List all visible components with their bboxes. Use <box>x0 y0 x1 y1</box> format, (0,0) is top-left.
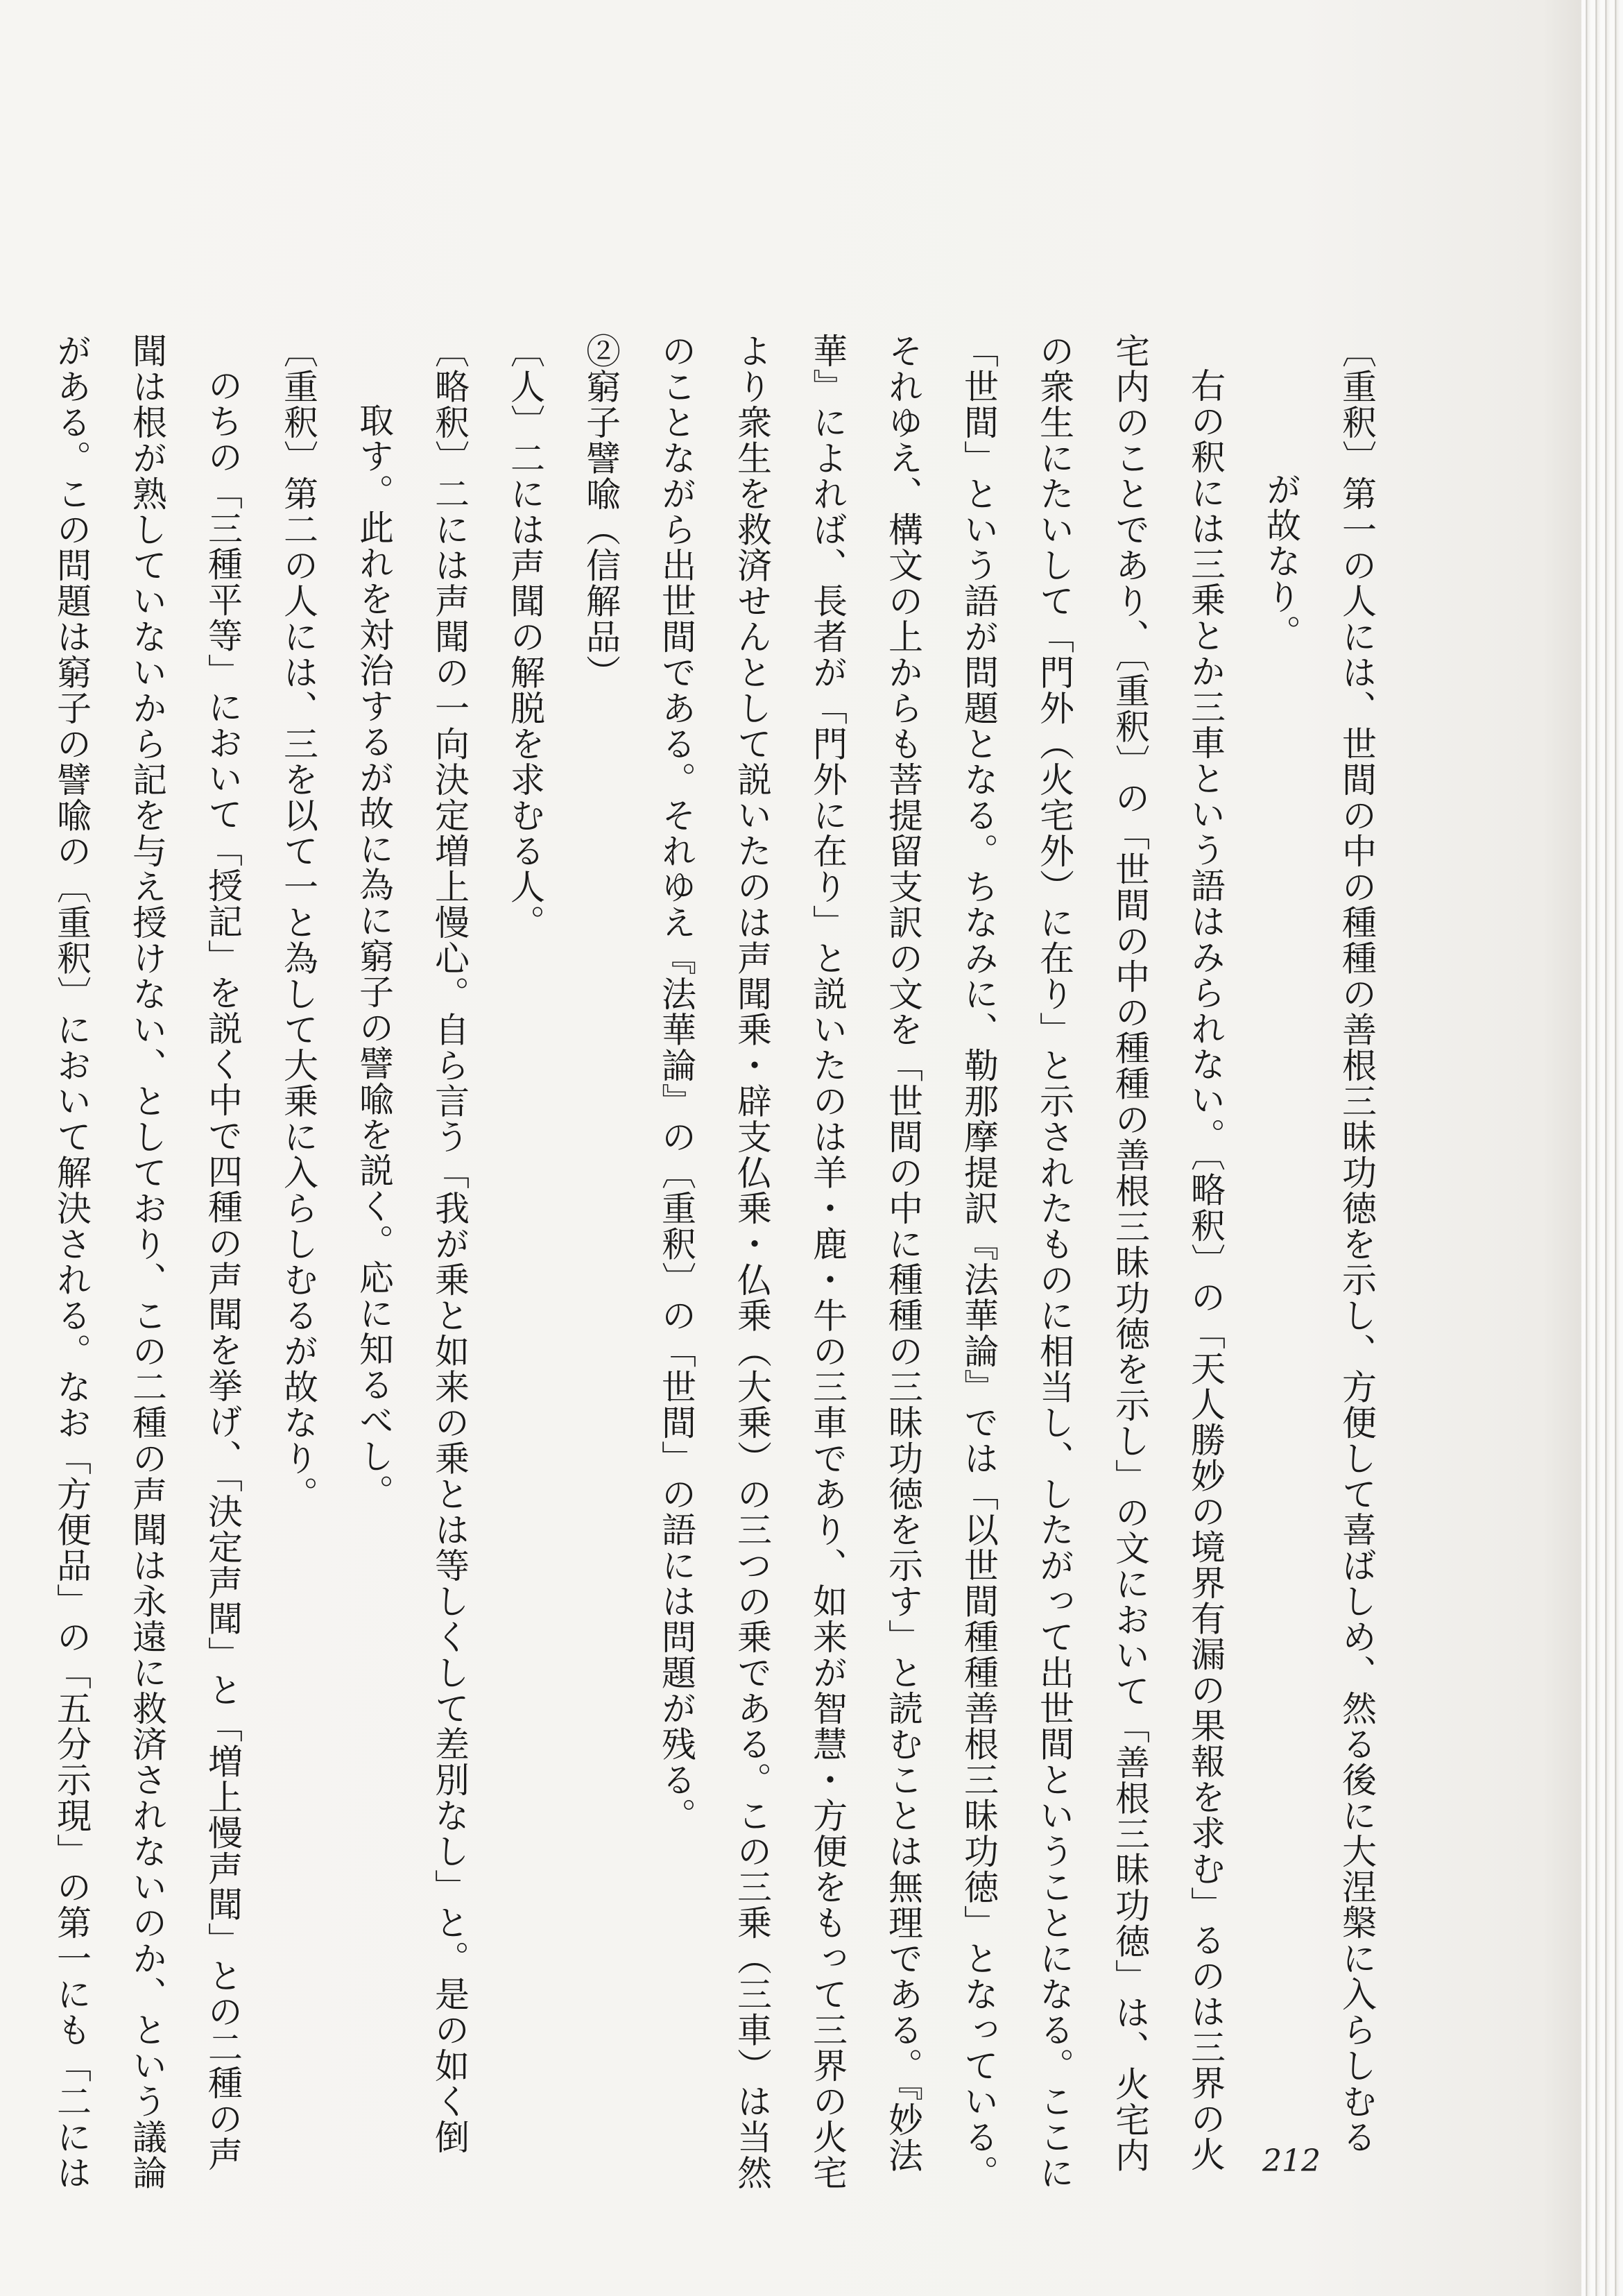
page-number: 212 <box>1262 2143 1321 2179</box>
text-line: 華』によれば、長者が「門外に在り」と説いたのは羊・鹿・牛の三車であり、如来が智慧・方便をもって三界の火宅 <box>807 333 848 2191</box>
text-line: 宅内のことであり、〔重釈〕の「世間の中の種種の善根三昧功徳を示し」の文において「善根三昧功徳」は、火宅内 <box>1110 333 1150 2173</box>
text-line: が故なり。 <box>1261 472 1301 651</box>
text-line: 聞は根が熟していないから記を与え授けない、としており、この二種の声聞は永遠に救済されないのか、という議論 <box>127 333 167 2191</box>
text-line: の衆生にたいして「門外（火宅外）に在り」と示されたものに相当し、したがって出世間ということになる。ここに <box>1034 333 1074 2191</box>
text-line: それゆえ、構文の上からも菩提留支訳の文を「世間の中に種種の三昧功徳を示す」と読むことは無理である。『妙法 <box>883 333 923 2173</box>
text-line: 〔人〕二には声聞の解脱を求むる人。 <box>505 333 545 941</box>
text-line: のちの「三種平等」において「授記」を説く中で四種の声聞を挙げ、「決定声聞」と「増上慢声聞」との二種の声 <box>203 368 243 2173</box>
text-line: 〔重釈〕第二の人には、三を以て一と為して大乗に入らしむるが故なり。 <box>278 333 318 1512</box>
page-edge <box>1581 0 1623 2296</box>
text-line: 〔略釈〕二には声聞の一向決定増上慢心。自ら言う「我が乗と如来の乗とは等しくして差別なし」と。是の如く倒 <box>429 333 470 2155</box>
text-line: より衆生を救済せんとして説いたのは声聞乗・辟支仏乗・仏乗（大乗）の三つの乗である。この三乗（三車）は当然 <box>732 333 772 2191</box>
text-line: 「世間」という語が問題となる。ちなみに、勒那摩提訳『法華論』では「以世間種種善根三昧功徳」となっている。 <box>959 333 999 2191</box>
text-line: 取す。此れを対治するが故に為に窮子の譬喩を説く。応に知るべし。 <box>354 402 394 1510</box>
text-line: 〔重釈〕第一の人には、世間の中の種種の善根三昧功徳を示し、方便して喜ばしめ、然る後に大涅槃に入らしむる <box>1337 333 1377 2155</box>
text-line: がある。この問題は窮子の譬喩の〔重釈〕において解決される。なお「方便品」の「五分示現」の第一にも「二には <box>51 333 92 2191</box>
text-line: 右の釈には三乗とか三車という語はみられない。〔略釈〕の「天人勝妙の境界有漏の果報を求む」るのは三界の火 <box>1185 368 1226 2173</box>
text-line: のことながら出世間である。それゆえ『法華論』の〔重釈〕の「世間」の語には問題が残る。 <box>656 333 696 1833</box>
section-heading: ②窮子譬喩（信解品） <box>581 333 621 690</box>
